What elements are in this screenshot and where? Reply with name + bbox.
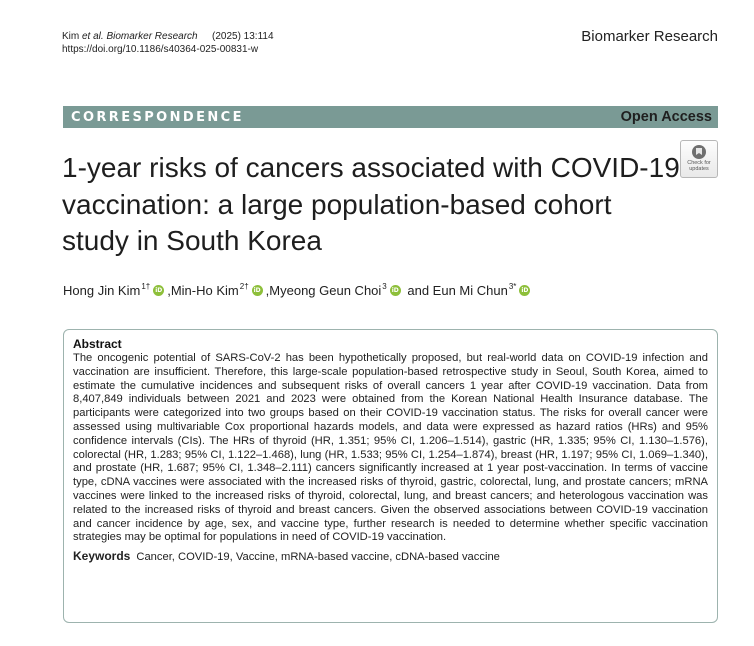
running-header [62, 30, 274, 56]
author-name[interactable]: Myeong Geun Choi [269, 283, 382, 298]
article-type: CORRESPONDENCE [71, 109, 244, 125]
orcid-icon[interactable]: iD [391, 287, 399, 294]
citation-author: Kim [62, 31, 82, 42]
keywords-row [73, 549, 708, 564]
author-affiliation: 3 [382, 282, 387, 291]
keywords-label: Keywords [73, 549, 131, 564]
article-title: 1-year risks of cancers associated with COVID-19 vaccination: a large population-based cohort study in South Korea [62, 152, 680, 256]
author-affiliation: 2† [239, 282, 249, 291]
abstract-heading: Abstract [73, 337, 122, 351]
author-separator: , [265, 283, 270, 298]
author-name[interactable]: Min-Ho Kim [170, 283, 239, 298]
citation-journal: et al. Biomarker Research [82, 31, 198, 42]
author-separator: , [167, 283, 171, 298]
citation [62, 30, 212, 43]
year-volume: (2025) 13:114 [212, 31, 274, 42]
crossmark-icon [691, 144, 707, 160]
abstract-box [63, 329, 718, 623]
abstract-body: The oncogenic potential of SARS-CoV-2 has been hypothetically proposed, but real-world data on COVID-19 infection and vaccination are insufficient. Therefore, this large-scale population-based retrospective study in Seoul, South Korea, aimed to estimate the cumulative incidences and subsequent risks of overall cancers 1 year after COVID-19 vaccination. Data from 8,407,849 individuals between 2021 and 2023 were obtained from the Korean National Health Insurance database. The participants were categorized into two groups based on their COVID-19 vaccination status. The risks for overall cancer were assessed using multivariable Cox proportional hazards models, and data were expressed as hazard ratios (HRs) and 95% confidence intervals (CIs). The HRs of thyroid (HR, 1.351; 95% CI, 1.206–1.514), gastric (HR, 1.335; 95% CI, 1.130–1.576), colorectal (HR, 1.283; 95% CI, 1.122–1.468), lung (HR, 1.533; 95% CI, 1.254–1.874), breast (HR, 1.197; 95% CI, 1.069–1.340), and prostate (HR, 1.687; 95% CI, 1.348–2.111) cancers significantly increased at 1 year post-vaccination. In terms of vaccine type, cDNA vaccines were associated with the increased risks of thyroid, gastric, colorectal, lung, and prostate cancers; mRNA vaccines were linked to the increased risks of thyroid, colorectal, lung, and breast cancers; and heterologous vaccination was related to the increased risks of thyroid and breast cancers. Given the observed associations between COVID-19 vaccination and cancer incidence by age, sex, and vaccine type, further research is needed to determine whether specific vaccination strategies may be optimal for populations in need of COVID-19 vaccination. [73, 352, 708, 544]
article-type-banner [63, 106, 718, 128]
doi-link[interactable]: https://doi.org/10.1186/s40364-025-00831-w [62, 44, 259, 55]
badge-line2: updates [689, 166, 709, 172]
orcid-icon[interactable]: iD [253, 287, 261, 294]
author-name[interactable]: Hong Jin Kim [63, 283, 141, 298]
orcid-icon[interactable]: iD [521, 287, 529, 294]
open-access-label: Open Access [620, 109, 712, 125]
author-affiliation: 3* [508, 282, 517, 291]
author-name[interactable]: Eun Mi Chun [432, 283, 508, 298]
journal-name: Biomarker Research [581, 28, 718, 45]
check-for-updates-badge[interactable] [680, 140, 718, 178]
keywords-list: Cancer, COVID-19, Vaccine, mRNA-based vaccine, cDNA-based vaccine [136, 551, 500, 564]
orcid-icon[interactable]: iD [155, 287, 163, 294]
badge-line1: Check for [687, 160, 711, 166]
author-separator: and [403, 283, 433, 298]
author-list [63, 283, 533, 298]
author-affiliation: 1† [141, 282, 151, 291]
